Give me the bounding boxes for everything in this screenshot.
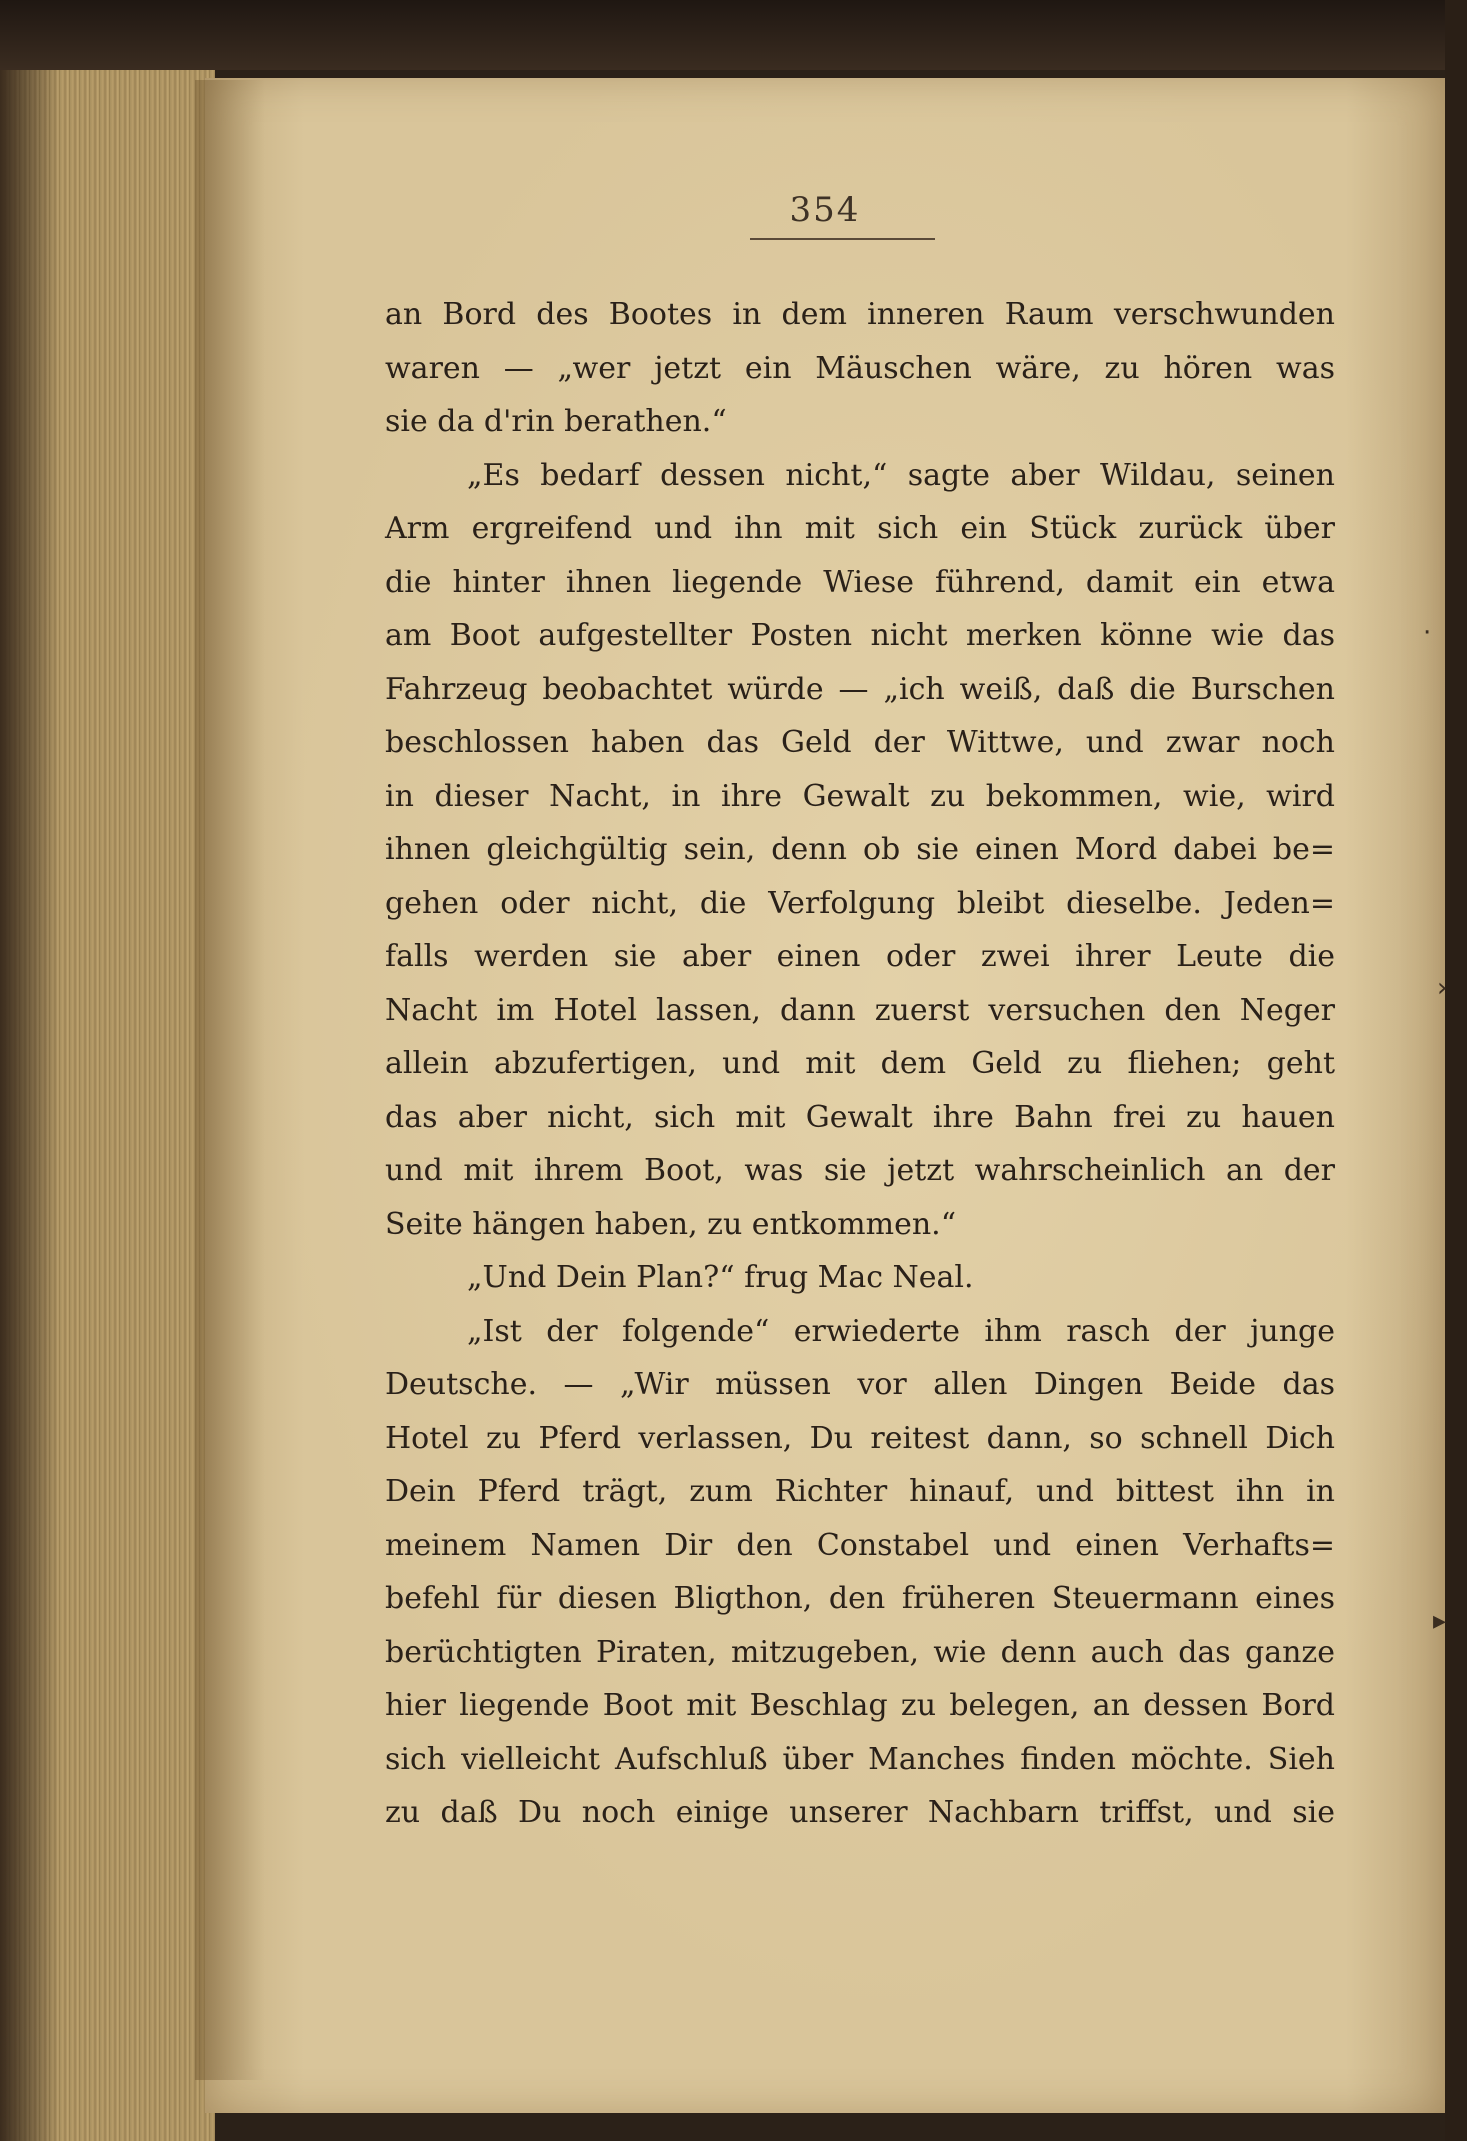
text-line: in dieser Nacht, in ihre Gewalt zu bekommen, wie, wird bbox=[385, 778, 1335, 814]
page-edges-shadow bbox=[0, 70, 60, 2141]
header-rule bbox=[750, 238, 935, 240]
text-line: „Und Dein Plan?“ frug Mac Neal. bbox=[467, 1260, 974, 1295]
text-line: hier liegende Boot mit Beschlag zu belegen, an dessen Bord bbox=[385, 1688, 1335, 1723]
text-line: sie da d'rin berathen.“ bbox=[385, 404, 727, 439]
text-line: die hinter ihnen liegende Wiese führend, damit ein etwa bbox=[385, 564, 1335, 600]
spine-shadow bbox=[195, 80, 265, 2080]
text-line: „Ist der folgende“ erwiederte ihm rasch der junge bbox=[467, 1313, 1335, 1349]
text-line: Dein Pferd trägt, zum Richter hinauf, und bittest ihn in bbox=[385, 1474, 1335, 1509]
text-line: das aber nicht, sich mit Gewalt ihre Bahn frei zu hauen bbox=[385, 1099, 1335, 1135]
text-line: Arm ergreifend und ihn mit sich ein Stück zurück über bbox=[385, 511, 1335, 546]
text-line: ihnen gleichgültig sein, denn ob sie einen Mord dabei be= bbox=[385, 832, 1335, 867]
text-line: waren — „wer jetzt ein Mäuschen wäre, zu hören was bbox=[385, 350, 1335, 386]
text-line: am Boot aufgestellter Posten nicht merken könne wie das bbox=[385, 618, 1335, 653]
book-page bbox=[205, 78, 1448, 2113]
text-line: zu daß Du noch einige unserer Nachbarn triffst, und sie bbox=[385, 1795, 1335, 1830]
text-line: Nacht im Hotel lassen, dann zuerst versuchen den Neger bbox=[385, 992, 1335, 1028]
text-line: berüchtigten Piraten, mitzugeben, wie denn auch das ganze bbox=[385, 1634, 1335, 1670]
text-line: gehen oder nicht, die Verfolgung bleibt dieselbe. Jeden= bbox=[385, 885, 1335, 921]
text-line: Deutsche. — „Wir müssen vor allen Dingen Beide das bbox=[385, 1367, 1335, 1402]
page-number: 354 bbox=[789, 190, 861, 230]
margin-tick-mark: › bbox=[1437, 973, 1448, 1003]
body-text bbox=[385, 288, 1335, 1840]
text-line: an Bord des Bootes in dem inneren Raum verschwunden bbox=[385, 297, 1335, 332]
margin-dot-mark: · bbox=[1423, 618, 1432, 648]
scan-background-top bbox=[0, 0, 1467, 70]
scan-background-right bbox=[1445, 0, 1467, 2141]
text-line: falls werden sie aber einen oder zwei ihrer Leute die bbox=[385, 939, 1335, 974]
text-line: sich vielleicht Aufschluß über Manches finden möchte. Sieh bbox=[385, 1741, 1335, 1777]
text-line: „Es bedarf dessen nicht,“ sagte aber Wildau, seinen bbox=[467, 457, 1335, 493]
text-line: beschlossen haben das Geld der Wittwe, und zwar noch bbox=[385, 725, 1335, 760]
text-line: und mit ihrem Boot, was sie jetzt wahrscheinlich an der bbox=[385, 1153, 1335, 1188]
text-line: Fahrzeug beobachtet würde — „ich weiß, daß die Burschen bbox=[385, 671, 1335, 707]
text-line: befehl für diesen Bligthon, den früheren Steuermann eines bbox=[385, 1581, 1335, 1616]
text-line: Hotel zu Pferd verlassen, Du reitest dann, so schnell Dich bbox=[385, 1420, 1335, 1456]
text-line: Seite hängen haben, zu entkommen.“ bbox=[385, 1206, 957, 1242]
text-line: allein abzufertigen, und mit dem Geld zu fliehen; geht bbox=[385, 1046, 1335, 1081]
margin-arrow-mark: ▸ bbox=[1433, 1606, 1447, 1636]
text-line: meinem Namen Dir den Constabel und einen Verhafts= bbox=[385, 1527, 1335, 1563]
